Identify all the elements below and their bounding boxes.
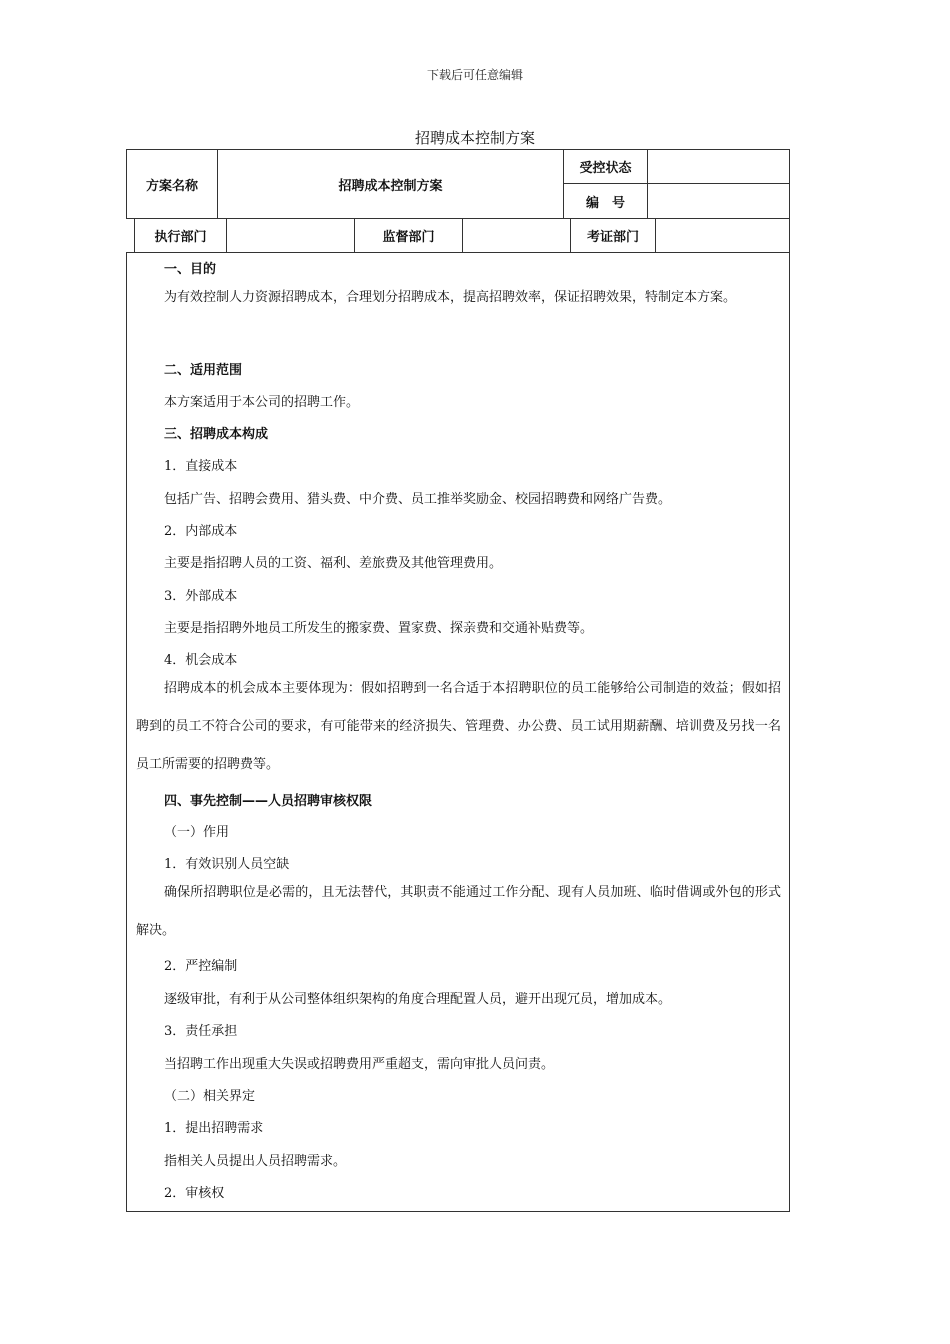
subheading: （二）相关界定 [164, 1089, 256, 1104]
document-title: 招聘成本控制方案 [414, 129, 535, 147]
paragraph: 招聘成本的机会成本主要体现为：假如招聘到一名合适于本招聘职位的员工能够给公司制造的效益；假如招聘到的员工不符合公司的要求，有可能带来的经济损失、管理费、办公费、员工试用期薪酬、培训费及另找一名员工所需要的招聘费等。 [136, 681, 781, 772]
paragraph: 当招聘工作出现重大失误或招聘费用严重超支，需向审批人员问责。 [164, 1057, 555, 1072]
subheading: （一）作用 [164, 825, 230, 840]
subheading: 3．责任承担 [164, 1024, 238, 1039]
paragraph: 包括广告、招聘会费用、猎头费、中介费、员工推举奖励金、校园招聘费和网络广告费。 [164, 492, 672, 507]
number-label: 编 号 [563, 183, 648, 219]
section-heading: 四、事先控制——人员招聘审核权限 [164, 794, 373, 809]
number-value [647, 183, 790, 219]
paragraph: 指相关人员提出人员招聘需求。 [164, 1154, 347, 1169]
control-status-value [647, 149, 790, 184]
subheading: 1．直接成本 [164, 459, 238, 474]
subheading: 2．内部成本 [164, 524, 238, 539]
paragraph: 本方案适用于本公司的招聘工作。 [164, 395, 360, 410]
assess-dept-value [655, 218, 790, 253]
control-status-label: 受控状态 [563, 149, 648, 184]
plan-name-value: 招聘成本控制方案 [217, 149, 564, 219]
subheading: 1．有效识别人员空缺 [164, 857, 290, 872]
subheading: 1．提出招聘需求 [164, 1121, 264, 1136]
subheading: 2．审核权 [164, 1186, 225, 1201]
exec-dept-value [226, 218, 355, 253]
paragraph: 逐级审批，有利于从公司整体组织架构的角度合理配置人员，避开出现冗员，增加成本。 [164, 992, 672, 1007]
section-heading: 二、适用范围 [164, 363, 243, 378]
section-heading: 三、招聘成本构成 [164, 427, 269, 442]
paragraph: 主要是指招聘人员的工资、福利、差旅费及其他管理费用。 [164, 556, 503, 571]
paragraph: 为有效控制人力资源招聘成本，合理划分招聘成本，提高招聘效率，保证招聘效果，特制定本方案。 [164, 290, 737, 305]
subheading: 2．严控编制 [164, 959, 238, 974]
supervise-dept-label: 监督部门 [354, 218, 463, 253]
paragraph: 确保所招聘职位是必需的，且无法替代，其职责不能通过工作分配、现有人员加班、临时借调或外包的形式解决。 [136, 885, 781, 938]
plan-name-label: 方案名称 [126, 149, 218, 219]
subheading: 4．机会成本 [164, 653, 238, 668]
assess-dept-label: 考证部门 [570, 218, 656, 253]
subheading: 3．外部成本 [164, 589, 238, 604]
header-note: 下载后可任意编辑 [426, 68, 523, 82]
paragraph: 主要是指招聘外地员工所发生的搬家费、置家费、探亲费和交通补贴费等。 [164, 621, 594, 636]
section-heading: 一、目的 [164, 262, 217, 277]
supervise-dept-value [462, 218, 571, 253]
exec-dept-label: 执行部门 [134, 218, 227, 253]
